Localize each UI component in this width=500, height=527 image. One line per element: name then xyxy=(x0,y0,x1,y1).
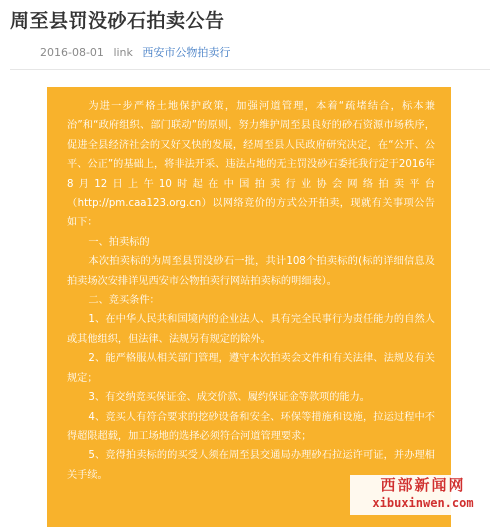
announcement-body xyxy=(47,87,451,527)
condition-item: 1、在中华人民共和国境内的企业法人、具有完全民事行为责任能力的自然人或其他组织，但法律、法规另有规定的除外。 xyxy=(67,314,435,345)
source-link[interactable]: 西安市公物拍卖行 xyxy=(142,46,231,59)
section-heading-lot: 一、拍卖标的 xyxy=(88,236,150,248)
site-watermark xyxy=(350,475,496,515)
watermark-name: 西部新闻网 xyxy=(380,476,466,494)
condition-item: 5、竞得拍卖标的的买受人须在周至县交通局办理砂石拉运许可证，并办理相关手续。 xyxy=(67,450,435,481)
publish-date: 2016-08-01 xyxy=(40,46,104,59)
page-title: 周至县罚没砂石拍卖公告 xyxy=(10,10,225,32)
lot-paragraph: 本次拍卖标的为周至县罚没砂石一批，共计108个拍卖标的(标的详细信息及拍卖场次安排详见西安市公物拍卖行网站拍卖标的明细表）。 xyxy=(67,256,435,287)
article-meta xyxy=(40,44,236,60)
link-label: link xyxy=(113,46,133,59)
condition-item: 4、竞买人有符合要求的挖砂设备和安全、环保等措施和设施，拉运过程中不得超限超载，加工场地的选择必须符合河道管理要求； xyxy=(67,411,435,442)
condition-item: 2、能严格服从相关部门管理，遵守本次拍卖会文件和有关法律、法规及有关规定； xyxy=(67,353,435,384)
intro-paragraph: 为进一步严格土地保护政策，加强河道管理，本着“疏堵结合，标本兼治”和“政府组织、部门联动”的原则，努力维护周至县良好的砂石资源市场秩序，促进全县经济社会的又好又快的发展，经周至县人民政府研究决定，在“公开、公平、公正”的基础上，将非法开采、违法占地的无主罚没砂石委托我行定于2016年8月12日上午10时起在中国拍卖行业协会网络拍卖平台（http://pm.caa123.org.cn）以网络竞价的方式公开拍卖，现就有关事项公告如下： xyxy=(67,101,435,229)
title-divider xyxy=(10,69,490,70)
section-heading-conditions: 二、竞买条件： xyxy=(88,295,160,307)
watermark-domain: xibuxinwen.com xyxy=(372,496,474,510)
condition-item: 3、有交纳竞买保证金、成交价款、履约保证金等款项的能力。 xyxy=(88,392,370,404)
